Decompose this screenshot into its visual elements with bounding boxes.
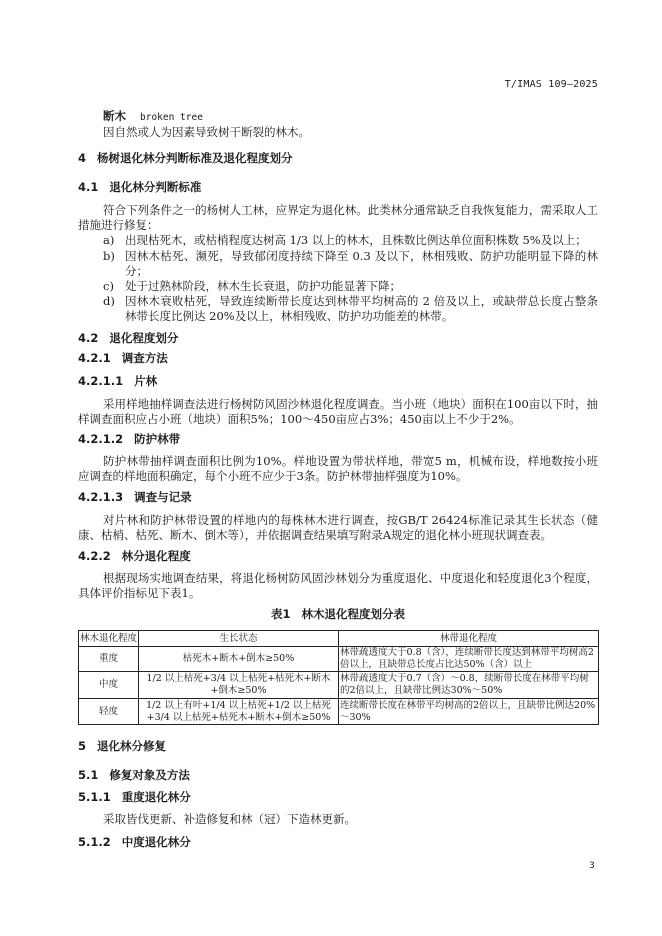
table-row — [79, 699, 599, 725]
section-number: 4.2 — [78, 331, 99, 345]
table-header-cell: 林带退化程度 — [339, 631, 599, 647]
list-item — [78, 249, 598, 279]
section-4-2-1-2-heading — [78, 432, 598, 447]
list-item — [78, 294, 598, 324]
degree-cell: 重度 — [79, 647, 139, 672]
section-number: 5.1.1 — [78, 790, 111, 804]
section-title: 修复对象及方法 — [109, 768, 190, 782]
section-4-2-1-2-text: 防护林带抽样调查面积比例为10%。样地设置为带状样地，带宽5 m，机械布设，样地数按小班应调查的样地面积确定，每个小班不应少于3条。防护林带抽样强度为10%。 — [78, 454, 598, 483]
section-number: 4.2.2 — [78, 549, 111, 563]
list-item — [78, 279, 598, 294]
section-4-2-heading — [78, 331, 598, 346]
section-4-1-intro: 符合下列条件之一的杨树人工林，应界定为退化林。此类林分通常缺乏自我恢复能力，需采取人工措施进行修复： — [78, 203, 598, 232]
section-5-1-1-heading — [78, 790, 598, 805]
section-number: 5 — [78, 739, 87, 753]
document-page — [78, 77, 598, 850]
section-4-2-1-1-text: 采用样地抽样调查法进行杨树防风固沙林退化程度调查。当小班（地块）面积在100亩以下时，抽样调查面积应占小班（地块）面积5%；100～450亩应占3%；450亩以上不少于2%。 — [78, 397, 598, 426]
section-5-1-2-heading — [78, 835, 598, 850]
degree-cell: 轻度 — [79, 699, 139, 725]
list-item-label: c) — [103, 279, 114, 293]
growth-status-cell: 1/2 以上有叶+1/4 以上枯死+1/2 以上枯死+3/4 以上枯死+枯死木+断木+倒木≥50% — [139, 699, 339, 725]
list-item — [78, 233, 598, 248]
table-title: 林木退化程度划分表 — [301, 607, 405, 621]
list-item-text: 因林木衰败枯死，导致连续断带长度达到林带平均树高的 2 倍及以上，或缺带总长度占整条林带长度比例达 20%及以上，林相残败、防护功功能差的林带。 — [125, 294, 598, 323]
section-4-2-2-heading — [78, 549, 598, 564]
section-title: 退化林分判断标准 — [109, 180, 202, 194]
table-row — [79, 672, 599, 699]
section-5-1-1-text: 采取皆伐更新、补造修复和林（冠）下造林更新。 — [103, 812, 356, 826]
table-header-cell: 林木退化程度 — [79, 631, 139, 647]
term-definition: 因自然或人为因素导致树干断裂的林木。 — [103, 125, 310, 139]
section-title: 林分退化程度 — [121, 549, 191, 563]
belt-degradation-cell: 林带疏透度大于0.7（含）～0.8，续断带长度在林带平均树的2倍以上，且缺带比例达30%～50% — [339, 672, 599, 699]
list-item-text: 因林木枯死、濒死，导致郁闭度持续下降至 0.3 及以下，林相残败、防护功能明显下降的林分； — [125, 249, 598, 278]
section-4-2-1-3-heading — [78, 490, 598, 505]
section-4-2-1-1-heading — [78, 374, 598, 389]
table-row — [79, 647, 599, 672]
table-caption — [78, 607, 598, 622]
section-title: 中度退化林分 — [121, 835, 191, 849]
section-5-heading — [78, 739, 598, 754]
doc-id-header: T/IMAS 109—2025 — [504, 79, 598, 90]
section-title: 退化程度划分 — [109, 331, 179, 345]
section-title: 片林 — [134, 374, 158, 388]
belt-degradation-cell: 林带疏透度大于0.8（含），连续断带长度达到林带平均树高2倍以上，且缺带总长度占比达50%（含）以上 — [339, 647, 599, 672]
table-header-cell: 生长状态 — [139, 631, 339, 647]
section-title: 重度退化林分 — [121, 790, 191, 804]
page-number: 3 — [589, 861, 595, 871]
term-english: broken tree — [140, 112, 203, 123]
section-title: 调查与记录 — [134, 490, 192, 504]
term-entry — [78, 109, 598, 125]
section-title: 退化林分修复 — [97, 739, 167, 753]
section-4-1-heading — [78, 180, 598, 195]
section-4-2-2-text: 根据现场实地调查结果，将退化杨树防风固沙林划分为重度退化、中度退化和轻度退化3个程度，具体评价指标见下表1。 — [78, 571, 598, 600]
degree-cell: 中度 — [79, 672, 139, 699]
section-4-2-1-3-text: 对片林和防护林带设置的样地内的每株林木进行调查，按GB/T 26424标准记录其生长状态（健康、枯梢、枯死、断木、倒木等），并依据调查结果填写附录A规定的退化林小班现状调查表。 — [78, 513, 598, 542]
section-title: 调查方法 — [121, 351, 168, 365]
section-title: 防护林带 — [134, 432, 181, 446]
section-number: 4.2.1 — [78, 351, 111, 365]
degradation-table — [78, 630, 599, 725]
list-item-text: 出现枯死木，或枯梢程度达树高 1/3 以上的林木，且株数比例达单位面积株数 5%及以上； — [125, 233, 587, 247]
list-item-label: b) — [103, 249, 115, 263]
table-header-row — [79, 631, 599, 647]
section-title: 杨树退化林分判断标准及退化程度划分 — [97, 151, 293, 165]
section-number: 4 — [78, 151, 87, 165]
section-number: 4.1 — [78, 180, 99, 194]
list-item-label: d) — [103, 294, 115, 308]
section-number: 5.1 — [78, 768, 99, 782]
section-number: 5.1.2 — [78, 835, 111, 849]
section-5-1-heading — [78, 768, 598, 783]
section-4-heading — [78, 151, 598, 166]
belt-degradation-cell: 连续断带长度在林带平均树高的2倍以上，且缺带比例达20%～30% — [339, 699, 599, 725]
list-item-label: a) — [103, 233, 115, 247]
table-label: 表1 — [270, 607, 291, 621]
section-number: 4.2.1.3 — [78, 490, 124, 504]
section-number: 4.2.1.1 — [78, 374, 124, 388]
list-item-text: 处于过熟林阶段，林木生长衰退，防护功能显著下降； — [125, 279, 401, 293]
section-number: 4.2.1.2 — [78, 432, 124, 446]
growth-status-cell: 1/2 以上枯死+3/4 以上枯死+枯死木+断木+倒木≥50% — [139, 672, 339, 699]
growth-status-cell: 枯死木+断木+倒木≥50% — [139, 647, 339, 672]
term-chinese: 断木 — [103, 109, 126, 123]
section-4-2-1-heading — [78, 351, 598, 366]
